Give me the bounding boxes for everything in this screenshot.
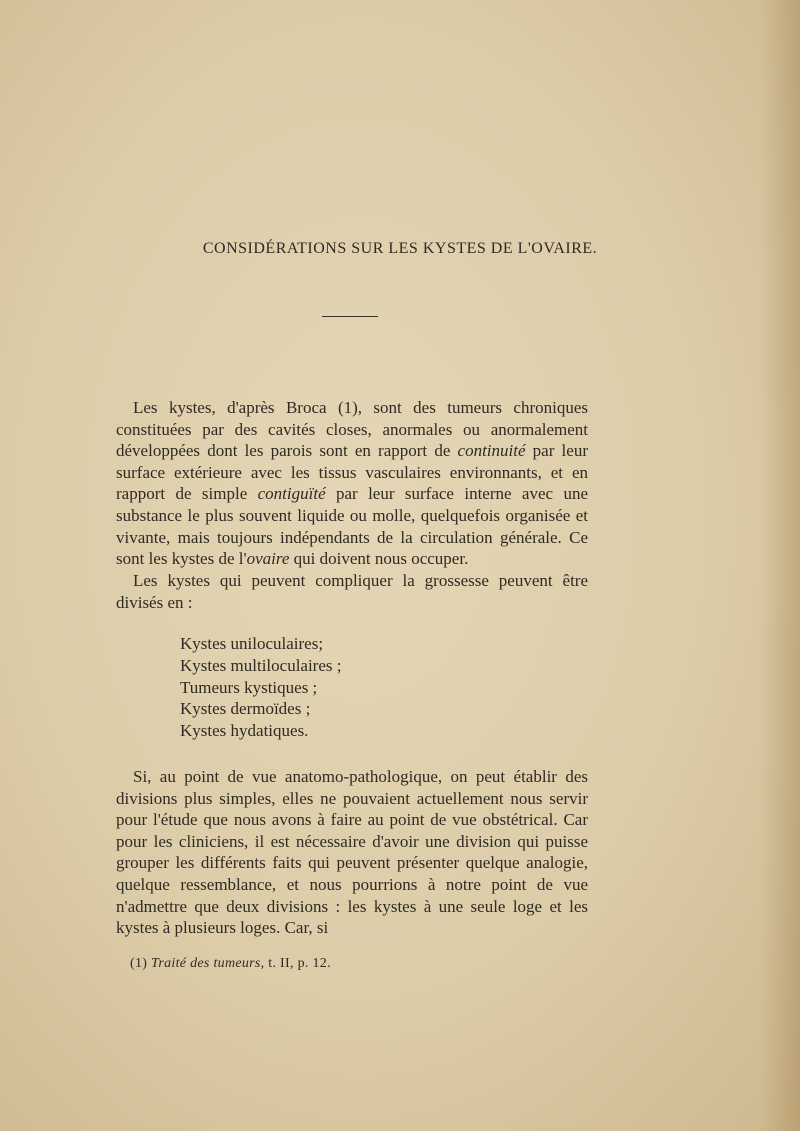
paragraph-1-text-b: par leur surface extérieure avec les tissus vasculaires environnants, et en rapport de simple — [116, 441, 588, 504]
list-item: Kystes dermoïdes ; — [180, 699, 311, 719]
paragraph-3-text: Si, au point de vue anatomo-pathologique, on peut établir des divisions plus simples, elles ne pouvaient actuellement nous servir pour l'étude que nous avons à faire au point de vue obstétrical. Car pour les cliniciens, il est nécessaire d'avoir une division qui puisse grouper les différents faits qui peuvent présenter quelque analogie, quelque ressemblance, et nous pourrions à notre point de vue n'admettre que deux divisions : les kystes à une seule loge et les kystes à plusieurs loges. Car, si — [116, 767, 588, 938]
page-title: CONSIDÉRATIONS SUR LES KYSTES DE L'OVAIRE. — [202, 240, 598, 257]
list-item: Tumeurs kystiques ; — [180, 677, 318, 697]
footnote-marker: (1) — [130, 956, 152, 971]
emphasis-continuite: continuité — [457, 441, 526, 461]
paragraph-1-text-a: Les kystes, d'après Broca (1), sont des tumeurs chroniques constituées par des cavités closes, anormales ou anormalement développées dont les parois sont en rapport de — [116, 398, 588, 461]
paragraph-definition — [116, 397, 588, 570]
title-rule — [322, 316, 378, 317]
list-item: Kystes hydatiques. — [180, 721, 309, 741]
emphasis-contiguite: contiguïté — [257, 484, 326, 504]
cyst-types-list — [180, 633, 341, 742]
page-edge-shadow — [760, 0, 800, 1131]
footnote-ref: t. II, p. 12. — [264, 956, 331, 971]
paragraph-classification — [116, 766, 588, 939]
footnote — [130, 956, 331, 972]
emphasis-ovaire: ovaire — [246, 549, 290, 569]
footnote-title: Traité des tumeurs, — [151, 956, 265, 971]
paragraph-divisions-intro — [116, 570, 588, 613]
list-item: Kystes multiloculaires ; — [180, 655, 342, 675]
paragraph-2-text: Les kystes qui peuvent compliquer la grossesse peuvent être divisés en : — [116, 571, 588, 612]
paragraph-1-text-d: qui doivent nous occuper. — [289, 549, 469, 569]
paragraph-1-text-c: par leur surface interne avec une substance le plus souvent liquide ou molle, quelquefois organisée et vivante, mais toujours indépendants de la circulation générale. Ce sont les kystes de l' — [116, 484, 589, 569]
list-item: Kystes uniloculaires; — [180, 634, 324, 653]
